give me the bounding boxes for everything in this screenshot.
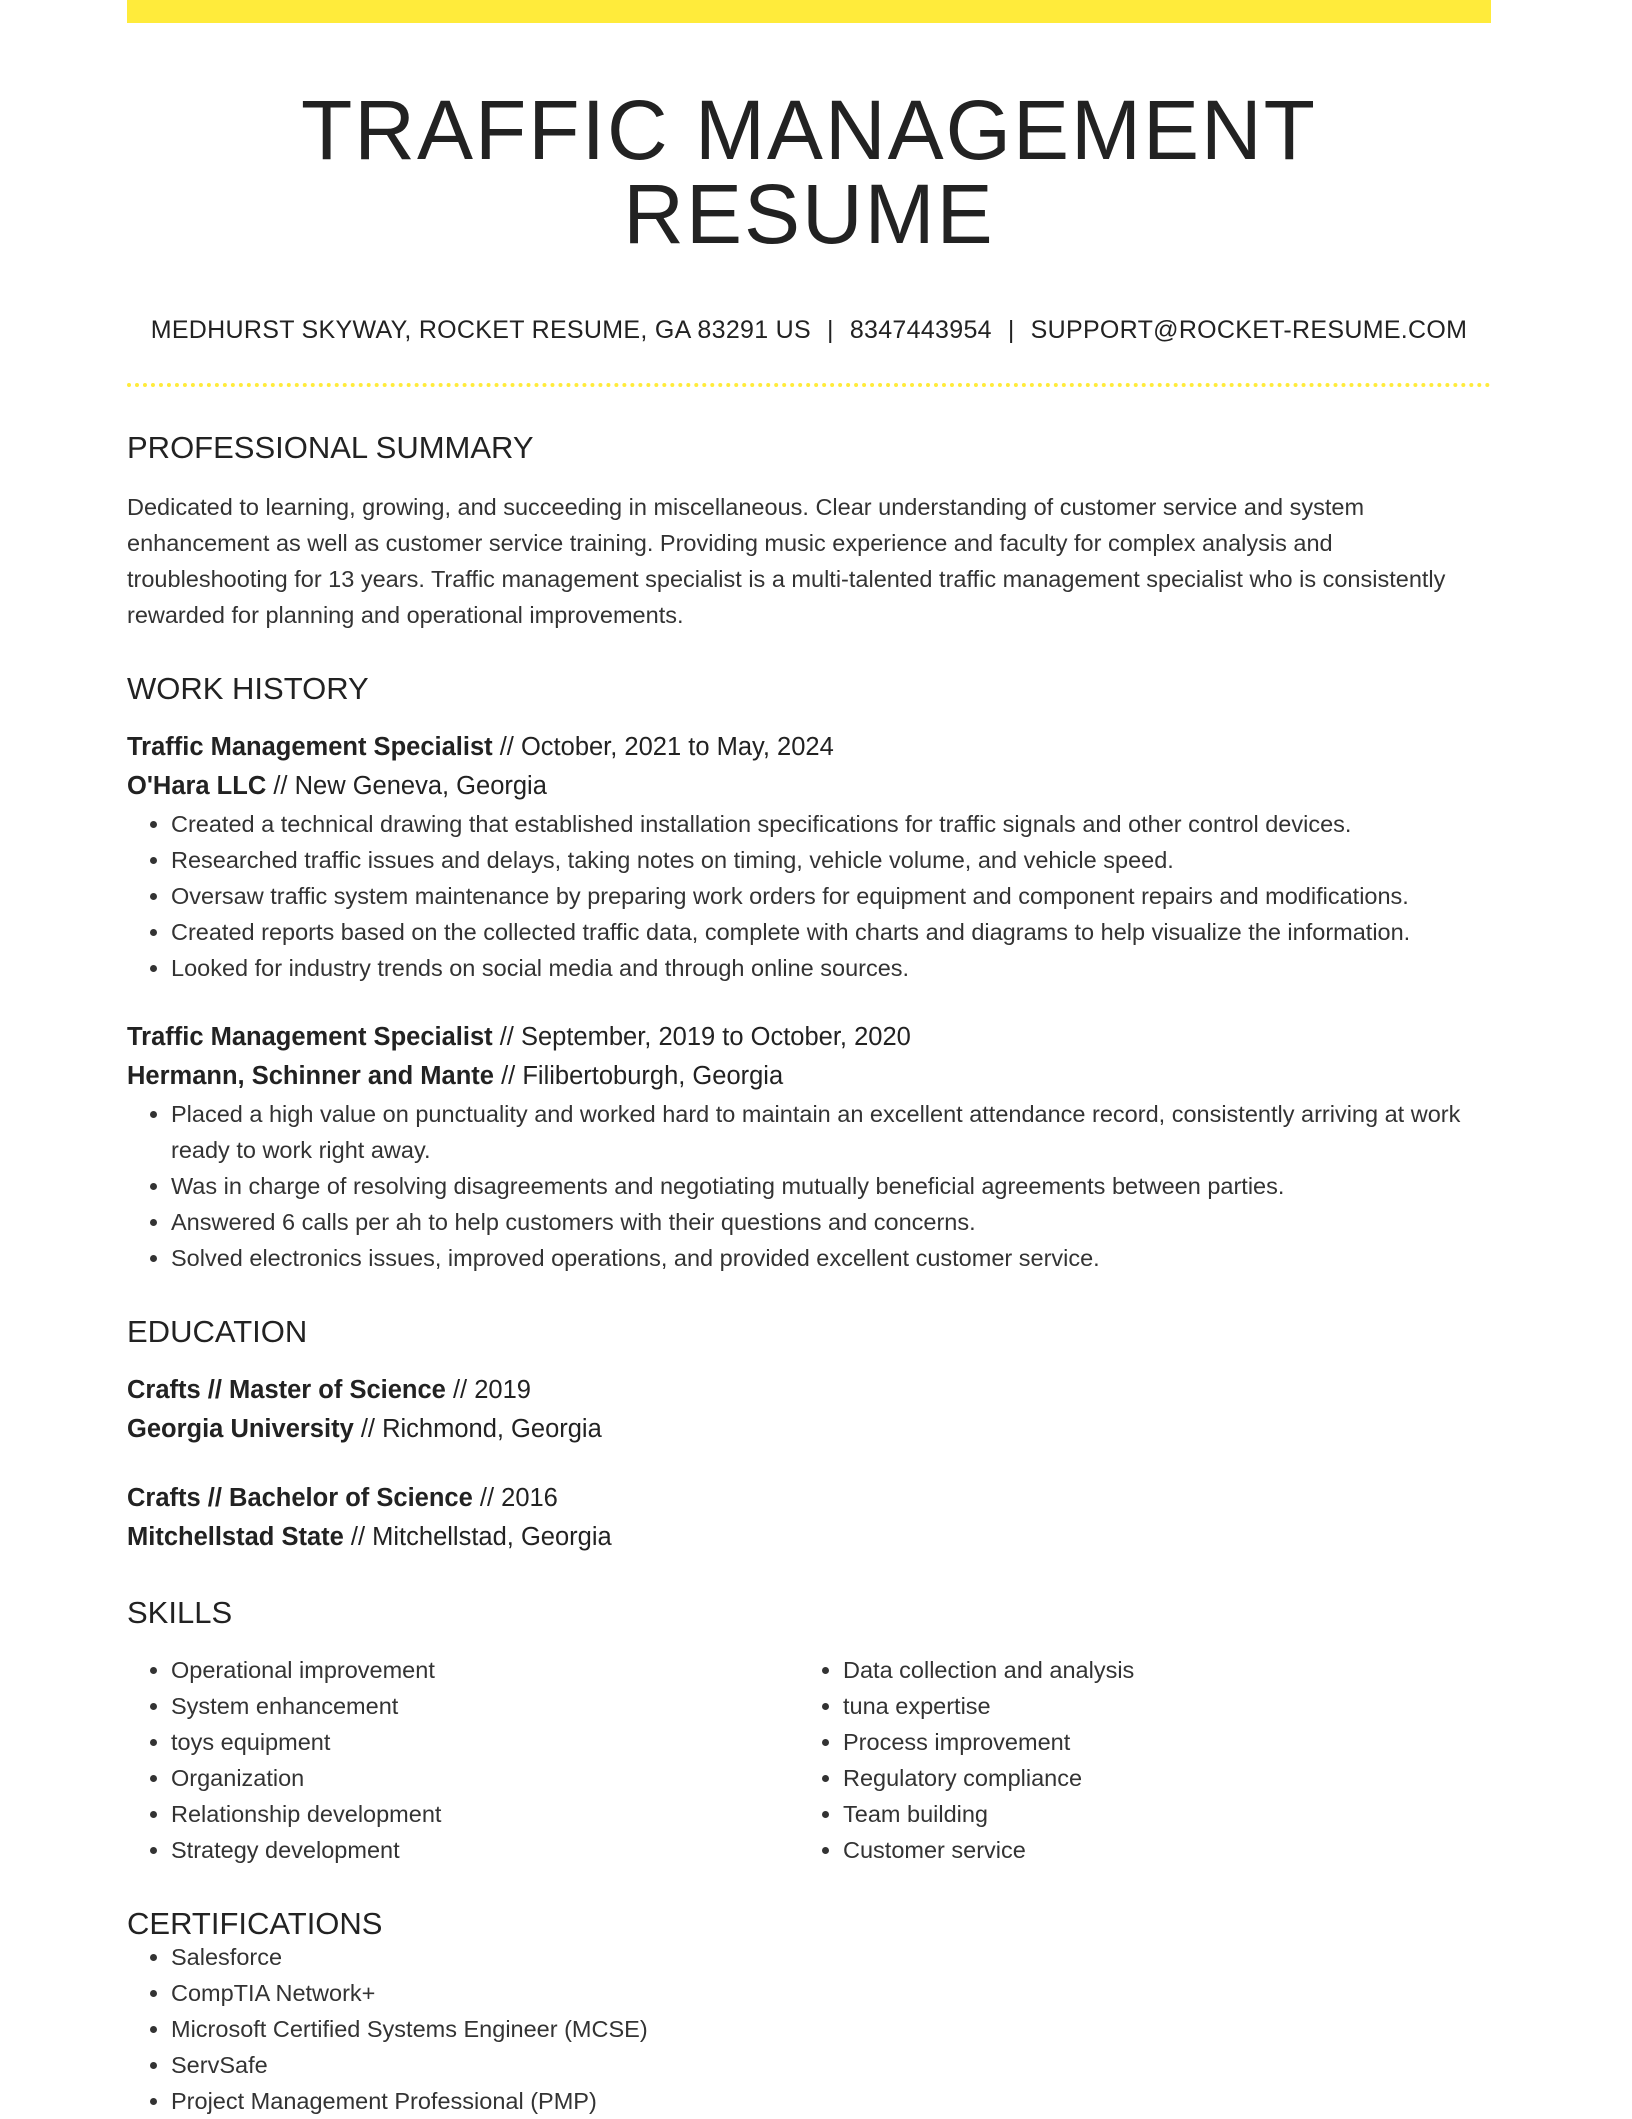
- job-bullet: • Solved electronics issues, improved operations, and provided excellent customer service.: [171, 1240, 1491, 1276]
- job-bullet: • Was in charge of resolving disagreements and negotiating mutually beneficial agreements between parties.: [171, 1168, 1491, 1204]
- top-accent-bar: [127, 0, 1491, 23]
- skill-item: • Team building: [843, 1796, 1471, 1832]
- skill-item: • Operational improvement: [171, 1652, 799, 1688]
- job-bullet: • Created reports based on the collected traffic data, complete with charts and diagrams to help visualize the information.: [171, 914, 1491, 950]
- education-school-line: [127, 1410, 1491, 1449]
- certification-item: • Salesforce: [171, 1939, 1491, 1975]
- education-degree: Crafts // Master of Science: [127, 1376, 446, 1404]
- education-school: Mitchellstad State: [127, 1523, 344, 1551]
- job-bullets: [127, 1096, 1491, 1276]
- skill-item: • Organization: [171, 1760, 799, 1796]
- education-year: // 2016: [472, 1484, 558, 1512]
- contact-line: [127, 316, 1491, 345]
- job-bullet: • Oversaw traffic system maintenance by preparing work orders for equipment and component repairs and modifications.: [171, 878, 1491, 914]
- contact-separator: |: [827, 316, 834, 344]
- skills-column-right: [799, 1652, 1471, 1868]
- job-bullet: • Answered 6 calls per ah to help customers with their questions and concerns.: [171, 1204, 1491, 1240]
- skills-column-left: [127, 1652, 799, 1868]
- skills-columns: [127, 1652, 1491, 1868]
- skill-item: • Data collection and analysis: [843, 1652, 1471, 1688]
- contact-email: SUPPORT@ROCKET-RESUME.COM: [1030, 316, 1468, 344]
- job-entry: [127, 728, 1491, 986]
- education-location: // Mitchellstad, Georgia: [343, 1523, 612, 1551]
- job-company: O'Hara LLC: [127, 772, 267, 800]
- job-bullet: • Researched traffic issues and delays, taking notes on timing, vehicle volume, and vehicle speed.: [171, 842, 1491, 878]
- skill-item: • tuna expertise: [843, 1688, 1471, 1724]
- section-title-certifications: CERTIFICATIONS: [127, 1906, 383, 1941]
- job-title: Traffic Management Specialist: [127, 1023, 493, 1051]
- job-dates: // October, 2021 to May, 2024: [492, 733, 834, 761]
- skill-item: • Customer service: [843, 1832, 1471, 1868]
- education-location: // Richmond, Georgia: [353, 1415, 602, 1443]
- education-year: // 2019: [445, 1376, 531, 1404]
- job-company-line: [127, 1057, 1491, 1096]
- job-location: // New Geneva, Georgia: [266, 772, 547, 800]
- job-company-line: [127, 767, 1491, 806]
- section-title-education: EDUCATION: [127, 1314, 308, 1349]
- skill-item: • System enhancement: [171, 1688, 799, 1724]
- job-title: Traffic Management Specialist: [127, 733, 493, 761]
- education-school-line: [127, 1518, 1491, 1557]
- certifications-list: [127, 1939, 1491, 2119]
- certification-item: • Microsoft Certified Systems Engineer (MCSE): [171, 2011, 1491, 2047]
- contact-separator: |: [1007, 316, 1015, 344]
- skill-item: • Relationship development: [171, 1796, 799, 1832]
- skill-item: • toys equipment: [171, 1724, 799, 1760]
- job-bullet: • Created a technical drawing that established installation specifications for traffic signals and other control devices.: [171, 806, 1491, 842]
- section-title-summary: PROFESSIONAL SUMMARY: [127, 430, 534, 465]
- education-entry: [127, 1371, 1491, 1449]
- resume-page: [127, 0, 1491, 2119]
- section-title-work-history: WORK HISTORY: [127, 671, 369, 706]
- certification-item: • Project Management Professional (PMP): [171, 2083, 1491, 2119]
- education-degree-line: [127, 1371, 1491, 1410]
- job-dates: // September, 2019 to October, 2020: [492, 1023, 911, 1051]
- education-entry: [127, 1479, 1491, 1557]
- certification-item: • ServSafe: [171, 2047, 1491, 2083]
- skill-item: • Regulatory compliance: [843, 1760, 1471, 1796]
- summary-text: Dedicated to learning, growing, and succeeding in miscellaneous. Clear understanding of customer service and system enhancement as well as customer service training. Providing music experience and faculty for complex analysis and troubleshooting for 13 years. Traffic management specialist is a multi-talented traffic management specialist who is consistently rewarded for planning and operational improvements.: [127, 494, 1446, 628]
- dotted-divider: [127, 383, 1491, 387]
- job-title-line: [127, 1018, 1491, 1057]
- skill-item: • Strategy development: [171, 1832, 799, 1868]
- skill-item: • Process improvement: [843, 1724, 1471, 1760]
- section-title-skills: SKILLS: [127, 1595, 233, 1630]
- job-bullet: • Looked for industry trends on social media and through online sources.: [171, 950, 1491, 986]
- skills-list: [127, 1652, 799, 1868]
- job-bullets: [127, 806, 1491, 986]
- education-school: Georgia University: [127, 1415, 354, 1443]
- job-entry: [127, 1018, 1491, 1276]
- job-title-line: [127, 728, 1491, 767]
- certification-item: • CompTIA Network+: [171, 1975, 1491, 2011]
- job-company: Hermann, Schinner and Mante: [127, 1062, 494, 1090]
- job-location: // Filibertoburgh, Georgia: [494, 1062, 784, 1090]
- education-degree: Crafts // Bachelor of Science: [127, 1484, 473, 1512]
- education-degree-line: [127, 1479, 1491, 1518]
- contact-address: MEDHURST SKYWAY, ROCKET RESUME, GA 83291 US: [150, 316, 812, 344]
- job-bullet: • Placed a high value on punctuality and worked hard to maintain an excellent attendance record, consistently arriving at work ready to work right away.: [171, 1096, 1491, 1168]
- contact-phone: 8347443954: [849, 316, 992, 344]
- skills-list: [799, 1652, 1471, 1868]
- resume-title: TRAFFIC MANAGEMENT RESUME: [301, 83, 1317, 261]
